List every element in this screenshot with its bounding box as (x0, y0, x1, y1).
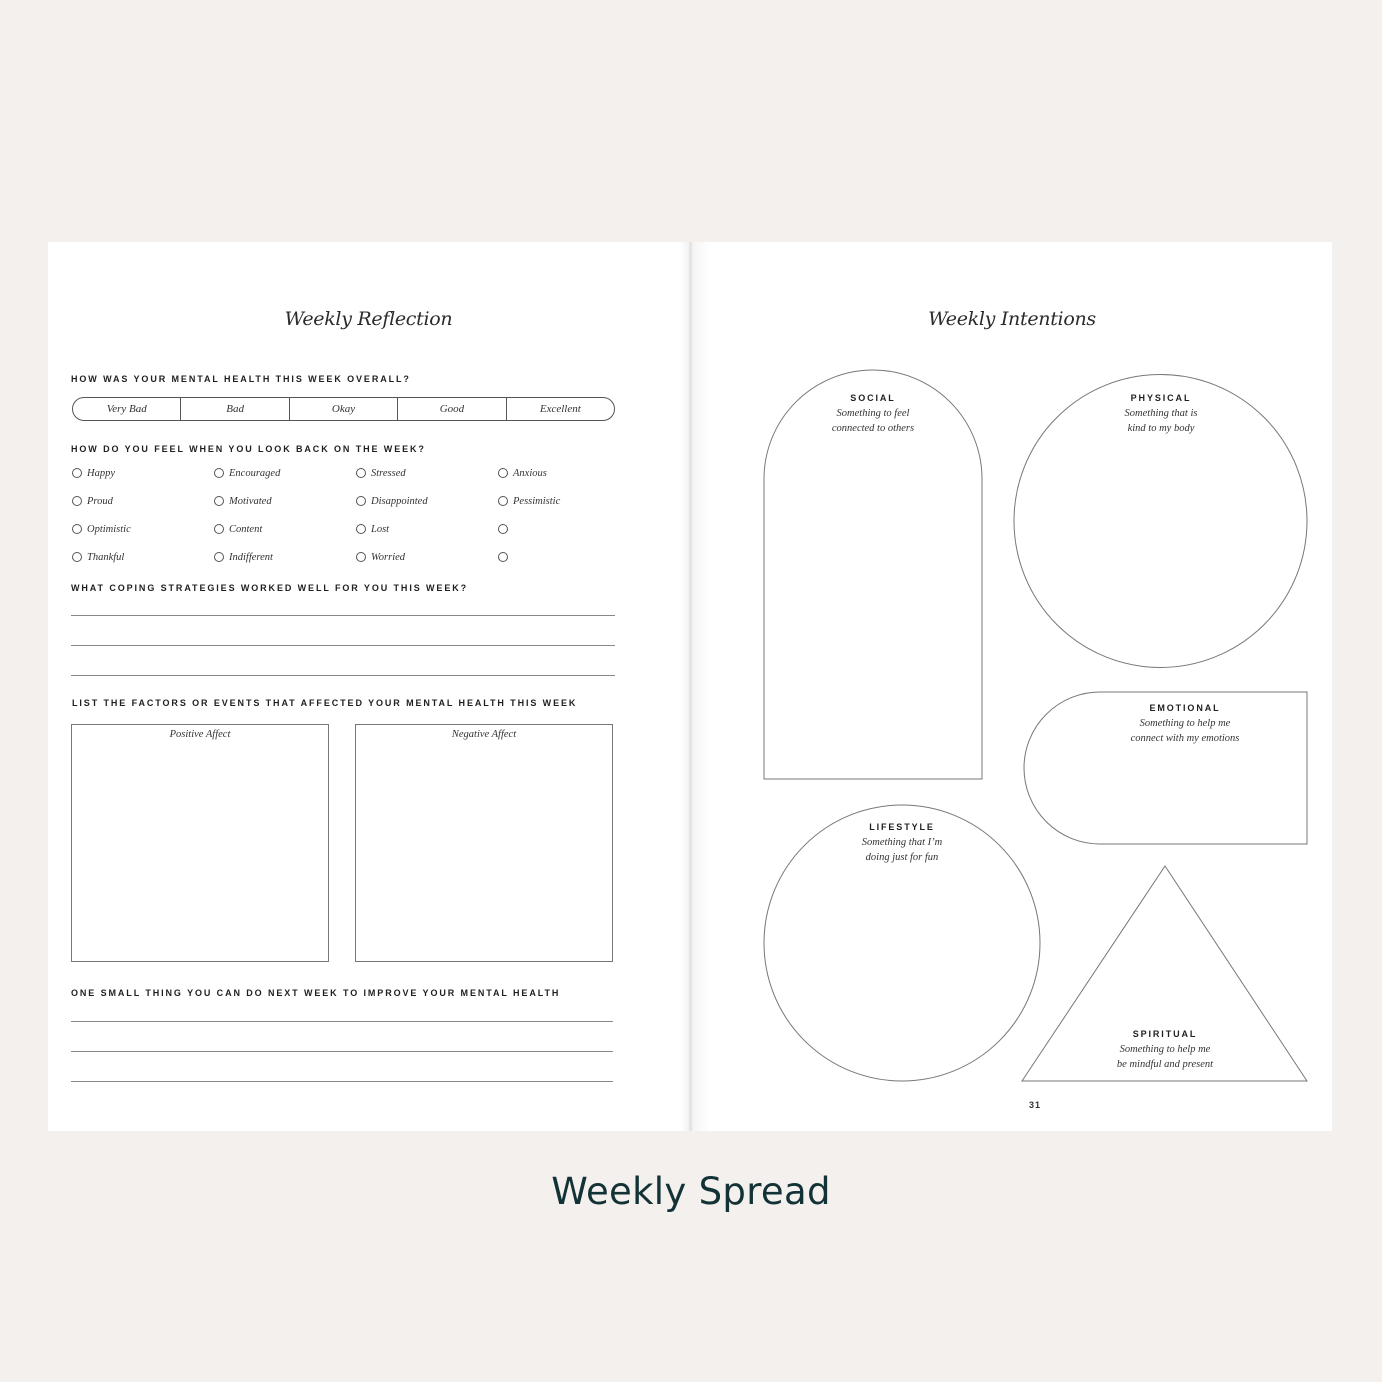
negative-affect-box[interactable] (355, 724, 613, 962)
radio-circle-icon[interactable] (214, 552, 224, 562)
page-number: 31 (1028, 1100, 1041, 1110)
radio-circle-icon[interactable] (72, 552, 82, 562)
feeling-option[interactable]: Thankful (72, 549, 214, 565)
spread-caption: Weekly Spread (551, 1170, 831, 1213)
writing-line[interactable] (71, 1051, 613, 1052)
spiritual-description: Something to help me be mindful and present (1116, 1044, 1214, 1070)
writing-line[interactable] (71, 645, 615, 646)
left-page-weekly-reflection (48, 242, 689, 1131)
feeling-option[interactable]: Pessimistic (498, 493, 632, 509)
feeling-option[interactable]: Indifferent (214, 549, 356, 565)
question-feelings: HOW DO YOU FEEL WHEN YOU LOOK BACK ON THE WEEK? (71, 444, 426, 454)
writing-line[interactable] (71, 1081, 613, 1082)
radio-circle-icon[interactable] (214, 524, 224, 534)
rating-option-excellent[interactable]: Excellent (506, 398, 614, 420)
emotional-label-group (1085, 703, 1285, 746)
feeling-option[interactable]: Proud (72, 493, 214, 509)
rating-option-very-bad[interactable]: Very Bad (106, 403, 147, 415)
radio-circle-icon[interactable] (356, 552, 366, 562)
radio-circle-icon[interactable] (356, 496, 366, 506)
lifestyle-heading: LIFESTYLE (869, 822, 935, 832)
physical-label-group (1061, 393, 1261, 436)
feeling-option[interactable]: Encouraged (214, 465, 356, 481)
lifestyle-description: Something that I’m doing just for fun (861, 837, 943, 863)
feeling-option-blank[interactable] (498, 521, 632, 537)
physical-description: Something that is kind to my body (1124, 408, 1198, 434)
emotional-description: Something to help me connect with my emotions (1130, 718, 1240, 744)
right-page-weekly-intentions (692, 242, 1332, 1131)
writing-line[interactable] (71, 615, 615, 616)
writing-line[interactable] (71, 675, 615, 676)
social-label-group (773, 393, 973, 436)
emotional-heading: EMOTIONAL (1149, 703, 1221, 713)
question-coping-strategies: WHAT COPING STRATEGIES WORKED WELL FOR YOU THIS WEEK? (71, 583, 469, 593)
radio-circle-icon[interactable] (498, 552, 508, 562)
feeling-option[interactable]: Stressed (356, 465, 498, 481)
page-title: Weekly Reflection (284, 308, 453, 330)
rating-option-okay[interactable]: Okay (289, 398, 397, 420)
radio-circle-icon[interactable] (498, 468, 508, 478)
radio-circle-icon[interactable] (214, 496, 224, 506)
feeling-option[interactable]: Happy (72, 465, 214, 481)
social-description: Something to feel connected to others (831, 408, 915, 434)
radio-circle-icon[interactable] (72, 524, 82, 534)
question-factors-events: LIST THE FACTORS OR EVENTS THAT AFFECTED YOUR MENTAL HEALTH THIS WEEK (72, 698, 578, 708)
feeling-option[interactable]: Disappointed (356, 493, 498, 509)
radio-circle-icon[interactable] (72, 468, 82, 478)
question-next-week-improvement: ONE SMALL THING YOU CAN DO NEXT WEEK TO IMPROVE YOUR MENTAL HEALTH (71, 988, 561, 998)
feeling-option-blank[interactable] (498, 549, 632, 565)
rating-option-good[interactable]: Good (397, 398, 505, 420)
radio-circle-icon[interactable] (356, 468, 366, 478)
rating-option-bad[interactable]: Bad (180, 398, 288, 420)
feeling-option[interactable]: Content (214, 521, 356, 537)
radio-circle-icon[interactable] (356, 524, 366, 534)
radio-circle-icon[interactable] (498, 524, 508, 534)
physical-heading: PHYSICAL (1130, 393, 1192, 403)
page-title: Weekly Intentions (928, 308, 1096, 330)
social-heading: SOCIAL (850, 393, 896, 403)
spiritual-heading: SPIRITUAL (1132, 1029, 1198, 1039)
feeling-option[interactable]: Optimistic (72, 521, 214, 537)
writing-line[interactable] (71, 1021, 613, 1022)
positive-affect-label: Positive Affect (169, 729, 231, 740)
feeling-option[interactable]: Motivated (214, 493, 356, 509)
positive-affect-box[interactable] (71, 724, 329, 962)
radio-circle-icon[interactable] (72, 496, 82, 506)
mental-health-rating-scale[interactable] (72, 397, 615, 421)
feeling-option[interactable]: Lost (356, 521, 498, 537)
feelings-checklist (72, 465, 632, 565)
radio-circle-icon[interactable] (214, 468, 224, 478)
intention-shapes (692, 242, 1332, 1131)
question-mental-health-overall: HOW WAS YOUR MENTAL HEALTH THIS WEEK OVERALL? (71, 374, 411, 384)
feeling-option[interactable]: Anxious (498, 465, 632, 481)
radio-circle-icon[interactable] (498, 496, 508, 506)
feeling-option[interactable]: Worried (356, 549, 498, 565)
negative-affect-label: Negative Affect (451, 729, 517, 740)
lifestyle-label-group (802, 822, 1002, 865)
spiritual-label-group (1065, 1029, 1265, 1072)
